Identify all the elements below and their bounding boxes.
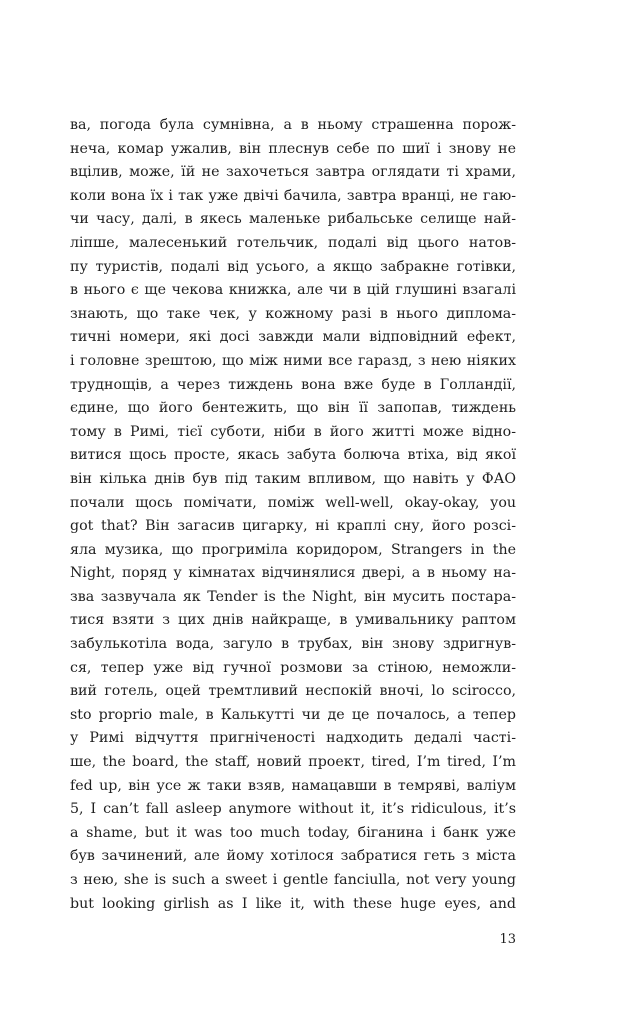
text-line: ва, погода була сумнівна, а в ньому страшенна порож- [70,117,516,133]
text-line: він кілька днів був під таким впливом, що навіть у ФАО [70,470,516,487]
text-line: був зачинений, але йому хотілося забратися геть з міста [70,848,516,865]
text-line: забулькотіла вода, загуло в трубах, він знову здригнув- [70,636,516,653]
body-text [70,114,516,916]
text-line: but looking girlish as I like it, with these huge eyes, and [70,895,516,912]
text-line: fed up, він усе ж таки взяв, намацавши в темряві, валіум [70,777,516,794]
text-line: у Римі відчуття пригніченості надходить дедалі часті- [70,730,516,747]
page-number: 13 [499,932,516,947]
text-line: пу туристів, подалі від усього, а якщо забракне готівки, [70,258,516,275]
text-line: ше, the board, the staff, новий проект, tired, I’m tired, I’m [70,754,516,771]
text-line: sto proprio male, в Калькутті чи де це почалось, а тепер [70,706,516,723]
text-line: вцілив, може, їй не захочеться завтра оглядати ті храми, [70,164,516,181]
text-line: ся, тепер уже від гучної розмови за стіною, неможли- [70,659,516,676]
text-line: і головне зрештою, що між ними все гаразд, з нею ніяких [70,352,516,369]
text-line: труднощів, а через тиждень вона вже буде в Голландії, [70,376,516,393]
text-line: неча, комар ужалив, він плеснув себе по шиї і знову не [70,140,516,157]
text-line: єдине, що його бентежить, що він її запопав, тиждень [70,400,516,417]
text-line: знають, що таке чек, у кожному разі в нього диплома- [70,305,516,322]
text-line: тися взяти з цих днів найкраще, в умивальнику раптом [70,612,516,629]
text-line: ліпше, малесенький готельчик, подалі від цього натов- [70,234,516,251]
text-line: з нею, she is such a sweet i gentle fanciulla, not very young [70,872,516,888]
text-line: got that? Він загасив цигарку, ні краплі сну, його розсі- [70,518,516,535]
text-line: в нього є ще чекова книжка, але чи в цій глушині взагалі [70,282,516,299]
text-line: тичні номери, які досі завжди мали відповідний ефект, [70,329,516,346]
text-line: a shame, but it was too much today, біганина і банк уже [70,824,516,841]
text-line: коли вона їх і так уже двічі бачила, завтра вранці, не гаю- [70,187,516,204]
text-line: почали щось помічати, поміж well-well, okay-okay, you [70,494,516,511]
text-line: яла музика, що прогриміла коридором, Strangers in the [70,541,516,558]
text-line: витися щось просте, якась забута болюча втіха, від якої [70,447,516,464]
text-line: Night, поряд у кімнатах відчинялися двері, а в ньому на- [70,565,516,582]
text-line: зва зазвучала як Tender is the Night, він мусить постара- [70,588,516,605]
text-line: тому в Римі, тієї суботи, ніби в його житті може відно- [70,423,516,440]
text-line: вий готель, оцей тремтливий неспокій вночі, lo scirocco, [70,683,516,700]
text-line: 5, I can’t fall asleep anymore without it, it’s ridiculous, it’s [70,801,516,818]
text-line: чи часу, далі, в якесь маленьке рибальське селище най- [70,211,516,228]
